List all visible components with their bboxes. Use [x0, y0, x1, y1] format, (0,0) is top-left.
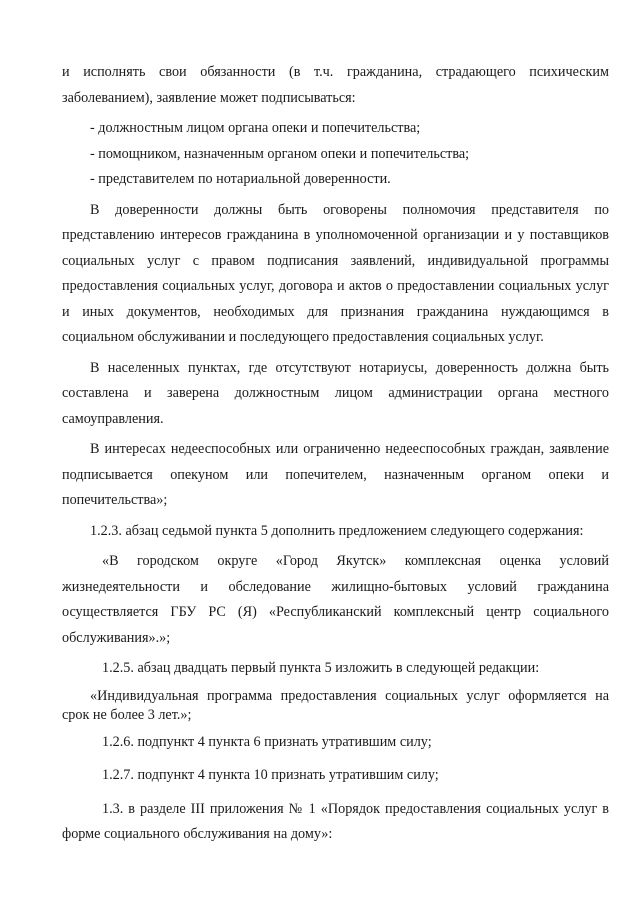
- paragraph-power-of-attorney: В доверенности должны быть оговорены полномочия представителя по представлению интересов гражданина в уполномоченной организации и у поставщиков социальных услуг с правом подписания заявлений, индивидуальной программы предоставления социальных услуг, договора и актов о предоставлении социальных услуг и иных документов, необходимых для признания гражданина нуждающимся в социальном обслуживании и последующего предоставления социальных услуг.: [62, 201, 609, 345]
- item-1-3: 1.3. в разделе III приложения № 1 «Порядок предоставления социальных услуг в форме социального обслуживания на дому»:: [62, 800, 609, 842]
- paragraph-incapacitated-citizens: В интересах недееспособных или ограниченно недееспособных граждан, заявление подписывается опекуном или попечителем, назначенным органом опеки и попечительства»;: [62, 441, 609, 508]
- item-1-2-6: 1.2.6. подпункт 4 пункта 6 признать утратившим силу;: [102, 733, 432, 750]
- quote-yakutsk: «В городском округе «Город Якутск» комплексная оценка условий жизнедеятельности и обследование жилищно-бытовых условий гражданина осуществляется ГБУ РС (Я) «Республиканский комплексный центр социального обслуживания».»;: [62, 553, 609, 646]
- quote-individual-program: «Индивидуальная программа предоставления социальных услуг оформляется на срок не более 3 лет.»;: [62, 687, 609, 723]
- list-item-assistant: - помощником, назначенным органом опеки и попечительства;: [90, 145, 470, 162]
- item-1-2-3: 1.2.3. абзац седьмой пункта 5 дополнить предложением следующего содержания:: [90, 522, 584, 539]
- item-1-2-7: 1.2.7. подпункт 4 пункта 10 признать утратившим силу;: [102, 767, 439, 783]
- list-item-notary-representative: - представителем по нотариальной доверенности.: [90, 171, 391, 187]
- item-1-2-5: 1.2.5. абзац двадцать первый пункта 5 изложить в следующей редакции:: [102, 660, 540, 676]
- document-body: [62, 60, 609, 848]
- paragraph-signing-intro: и исполнять свои обязанности (в т.ч. гражданина, страдающего психическим заболеванием), заявление может подписываться:: [62, 64, 609, 106]
- paragraph-no-notaries: В населенных пунктах, где отсутствуют нотариусы, доверенность должна быть составлена и заверена должностным лицом администрации органа местного самоуправления.: [62, 359, 609, 427]
- list-item-guardianship-official: - должностным лицом органа опеки и попечительства;: [90, 120, 421, 136]
